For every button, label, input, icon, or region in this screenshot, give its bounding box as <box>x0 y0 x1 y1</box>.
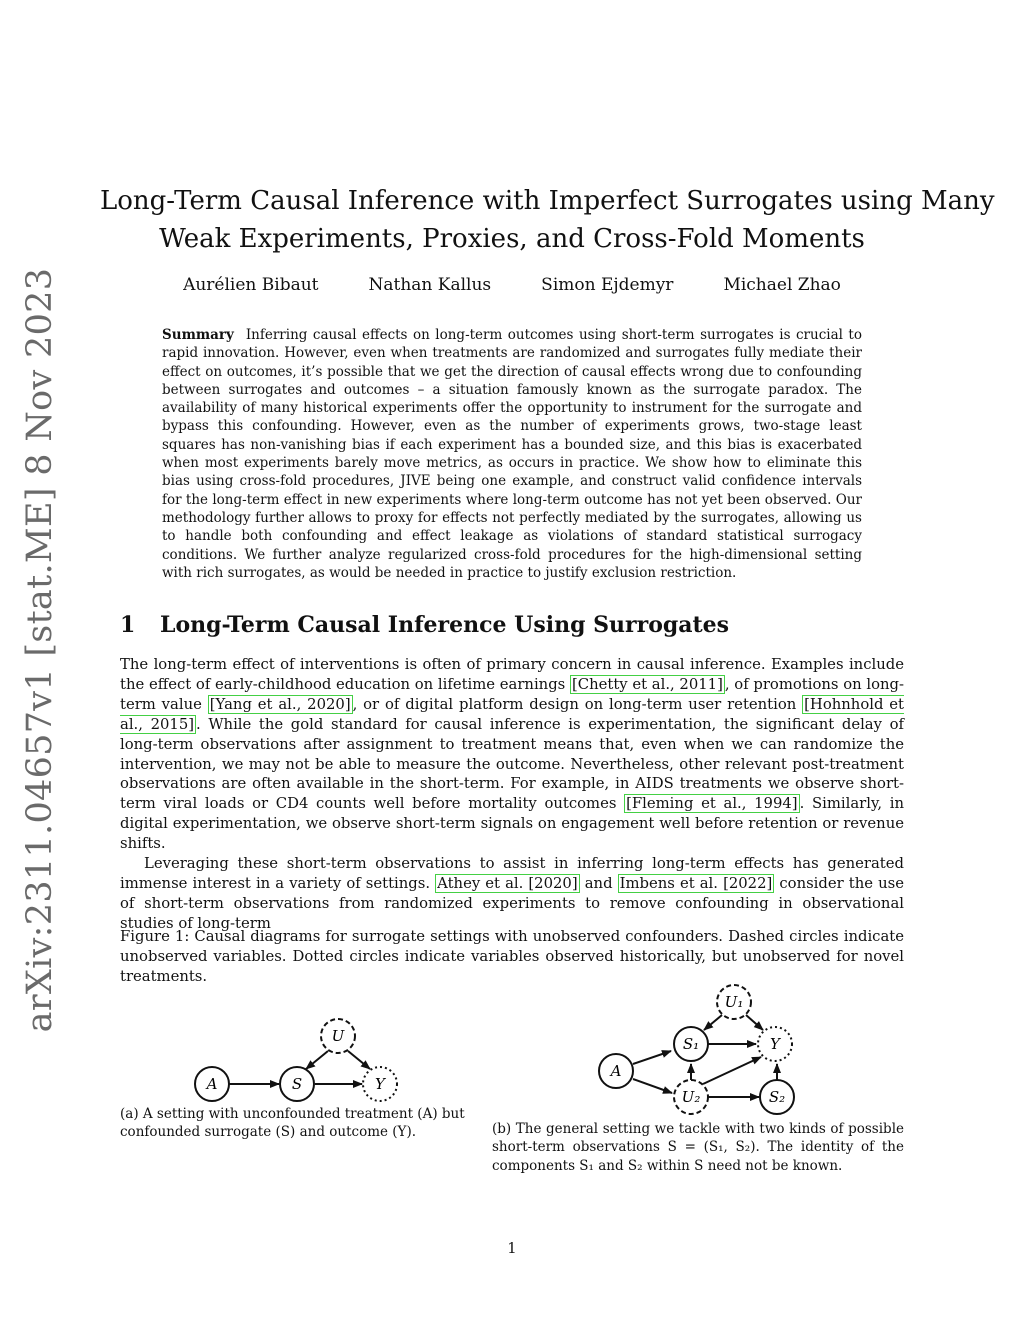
node-a <box>599 1054 633 1088</box>
author-name: Aurélien Bibaut <box>183 275 319 295</box>
edge-u-to-s <box>306 1051 328 1069</box>
edge-u2-to-y <box>703 1057 761 1084</box>
subfigure-a-caption: (a) A setting with unconfounded treatment (A) but confounded surrogate (S) and outcome (Y). <box>120 1106 465 1141</box>
node-y-label: Y <box>375 1075 385 1093</box>
node-s2 <box>760 1080 794 1114</box>
citation-link[interactable]: [Fleming et al., 1994] <box>626 795 798 813</box>
diagram-a <box>195 1019 397 1101</box>
citation-link[interactable]: [Yang et al., 2020] <box>209 695 351 713</box>
node-u1 <box>717 985 751 1019</box>
author-name: Nathan Kallus <box>368 275 492 295</box>
text-run: Leveraging these short-term observations to assist in inferring long-term effects has generated immense interest in a variety of settings. <box>120 855 904 892</box>
text-run: . Similarly, in digital experimentation, we observe short-term signals on engagement well before retention or revenue shifts. <box>120 795 905 853</box>
node-s-label: S <box>291 1075 303 1093</box>
node-u2-label: U₂ <box>681 1088 701 1106</box>
edge-u-to-y <box>348 1051 370 1069</box>
node-u2 <box>674 1080 708 1114</box>
citation-link[interactable]: Athey et al. [2020] <box>437 874 578 892</box>
diagram-b <box>599 985 794 1114</box>
node-u1-label: U₁ <box>724 993 744 1011</box>
section-number: 1 <box>120 612 136 638</box>
node-y <box>363 1067 397 1101</box>
text-run: . While the gold standard for causal inference is experimentation, the significant delay of long-term observations after assignment to treatment means that, even when we can randomize the intervention, we may not be able to measure the outcome. Nevertheless, other relevant post-treatment observations are often available in the short-term. For example, in AIDS treatments we observe short-term viral loads or CD4 counts well before mortality outcomes <box>120 715 904 813</box>
text-run: , of promotions on long-term value <box>120 675 904 713</box>
node-a <box>195 1067 229 1101</box>
figure-caption: Figure 1: Causal diagrams for surrogate settings with unobserved confounders. Dashed circles indicate unobserved variables. Dotted circles indicate variables observed historically, but unobserved for novel treatments. <box>120 928 904 985</box>
citation-link[interactable]: [Hohnhold et al., 2015] <box>120 695 904 733</box>
node-s <box>280 1067 314 1101</box>
edge-a-to-u2 <box>633 1079 672 1093</box>
node-a-label: A <box>610 1062 622 1080</box>
author-name: Michael Zhao <box>723 275 841 295</box>
node-y <box>758 1027 792 1061</box>
node-a-label: A <box>206 1075 218 1093</box>
node-u <box>321 1019 355 1053</box>
node-s2-label: S₂ <box>768 1088 786 1106</box>
edge-u1-to-y <box>746 1015 763 1030</box>
node-y-label: Y <box>770 1035 780 1053</box>
text-run: The long-term effect of interventions is often of primary concern in causal inference. Examples include the effect of early-childhood education on lifetime earnings <box>120 656 904 693</box>
edge-a-to-s1 <box>633 1051 671 1064</box>
title-line-2: Weak Experiments, Proxies, and Cross-Fold Moments <box>159 224 865 254</box>
node-s1 <box>674 1027 708 1061</box>
author-name: Simon Ejdemyr <box>541 275 674 295</box>
arxiv-identifier-text: arXiv:2311.04657v1 [stat.ME] 8 Nov 2023 <box>20 267 60 1033</box>
edge-u1-to-s1 <box>704 1015 722 1030</box>
citation-link[interactable]: [Chetty et al., 2011] <box>572 675 723 693</box>
node-u-label: U <box>331 1027 345 1045</box>
citation-link[interactable]: Imbens et al. [2022] <box>619 874 773 892</box>
title-line-1: Long-Term Causal Inference with Imperfect Surrogates using Many <box>100 186 995 216</box>
abstract-label: Summary <box>162 327 234 343</box>
subfigure-b-caption: (b) The general setting we tackle with two kinds of possible short-term observations S = (S₁, S₂). The identity of the components S₁ and S₂ within S need not be known. <box>492 1121 904 1174</box>
text-run: , or of digital platform design on long-term user retention <box>352 695 803 713</box>
node-s1-label: S₁ <box>682 1035 700 1053</box>
section-title: Long-Term Causal Inference Using Surrogates <box>160 612 730 638</box>
text-run: consider the use of short-term observations from randomized experiments to remove confounding in observational studies of long-term <box>120 874 905 932</box>
abstract-text: Inferring causal effects on long-term outcomes using short-term surrogates is crucial to rapid innovation. However, even when treatments are randomized and surrogates fully mediate their effect on outcomes, it’s possible that we get the direction of causal effects wrong due to confounding between surrogates and outcomes – a situation famously known as the surrogate paradox. The availability of many historical experiments offer the opportunity to instrument for the surrogate and bypass this confounding. However, even as the number of experiments grows, two-stage least squares has non-vanishing bias if each experiment has a bounded size, and this bias is exacerbated when most experiments barely move metrics, as occurs in practice. We show how to eliminate this bias using cross-fold procedures, JIVE being one example, and construct valid confidence intervals for the long-term effect in new experiments where long-term outcome has not yet been observed. Our methodology further allows to proxy for effects not perfectly mediated by the surrogates, allowing us to handle both confounding and effect leakage as violations of standard statistical surrogacy conditions. We further analyze regularized cross-fold procedures for the high-dimensional setting with rich surrogates, as would be needed in practice to justify exclusion restriction. <box>162 327 862 581</box>
text-run: and <box>579 874 618 892</box>
page-number: 1 <box>507 1240 517 1257</box>
